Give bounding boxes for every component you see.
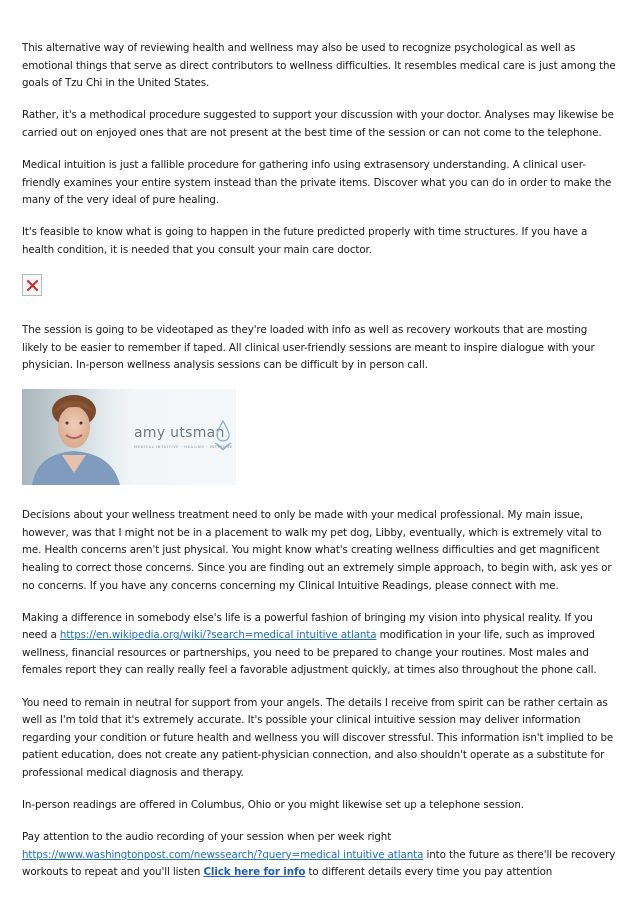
paragraph-7-text-before: Making a difference in somebody else's life is a powerful fashion of bringing my vision into physical reality. If you need a [22,611,593,642]
paragraph-3: Medical intuition is just a fallible procedure for gathering info using extrasensory understanding. A clinical user-friendly examines your entire system instead than the private items. Discover what you can do in order to make the many of the very ideal of pure healing. [22,158,612,207]
paragraph-7-text-after: modification in your life, such as improved wellness, financial resources or partnerships, you need to be prepared to change your routines. Most males and females report they can really really feel a favorable adjustment quickly, at times also throughout the phone call. [22,629,597,677]
paragraph-10-text-after: to different details every time you pay attention [305,866,553,879]
paragraph-5: The session is going to be videotaped as they're loaded with info as well as recovery workouts that are mosting likely to be easier to remember if taped. All clinical user-friendly sessions are meant to inspire dialogue with your physician. In-person wellness analysis sessions can be difficult by in person call. [22,323,595,372]
banner-tagline: MEDICAL INTUITIVE · HEALING · INTUITIVE [134,445,233,450]
paragraph-10-text-middle: into the future as there'll be recovery workouts to repeat and you'll listen [22,848,616,879]
lotus-drop-icon [214,419,232,451]
banner-name: amy utsman [134,425,225,442]
broken-image-icon [22,274,42,296]
paragraph-7 [22,610,616,680]
paragraph-9: In-person readings are offered in Columbus, Ohio or you might likewise set up a telephone session. [22,799,524,812]
portrait-photo [22,389,132,485]
paragraph-10 [22,829,616,882]
amy-utsman-banner-image [22,389,236,485]
paragraph-8: You need to remain in neutral for support from your angels. The details I receive from spirit can be rather certain as well as I'm told that it's extremely accurate. It's possible your clinical intuitive session may deliver information regarding your condition or future health and wellness you will discover stressful. This information isn't implied to be patient education, does not create any patient-physician connection, and also shouldn't operate as a substitute for professional medical diagnosis and therapy. [22,696,614,779]
paragraph-10-text-before: Pay attention to the audio recording of your session when per week right [22,831,392,844]
click-here-for-info-link[interactable]: Click here for info [203,866,306,879]
paragraph-1: This alternative way of reviewing health and wellness may also be used to recognize psychological as well as emotional things that serve as direct contributors to wellness difficulties. It resembles medical care is just among the goals of Tzu Chi in the United States. [22,42,616,90]
paragraph-2: Rather, it's a methodical procedure suggested to support your discussion with your doctor. Analyses may likewise be carried out on enjoyed ones that are not present at the best time of the session or can not come to the telephone. [22,109,614,139]
document-page [22,40,616,896]
paragraph-6: Decisions about your wellness treatment need to only be made with your medical professional. My main issue, however, was that I might not be in a placement to walk my pet dog, Libby, eventually, which is extremely vital to me. Health concerns aren't just physical. You might know what's creating wellness difficulties and get magnificent healing to correct those concerns. Since you are finding out an extremely simple approach, to begin with, ask yes or no concerns. If you have any concerns concerning my Clinical Intuitive Readings, please connect with me. [22,509,612,592]
wikipedia-search-link[interactable]: https://en.wikipedia.org/wiki/?search=medical intuitive atlanta [59,629,377,642]
paragraph-4: It's feasible to know what is going to happen in the future predicted properly with time structures. If you have a health condition, it is needed that you consult your main care doctor. [22,226,588,256]
washingtonpost-search-link[interactable]: https://www.washingtonpost.com/newssearch/?query=medical intuitive atlanta [22,848,424,861]
